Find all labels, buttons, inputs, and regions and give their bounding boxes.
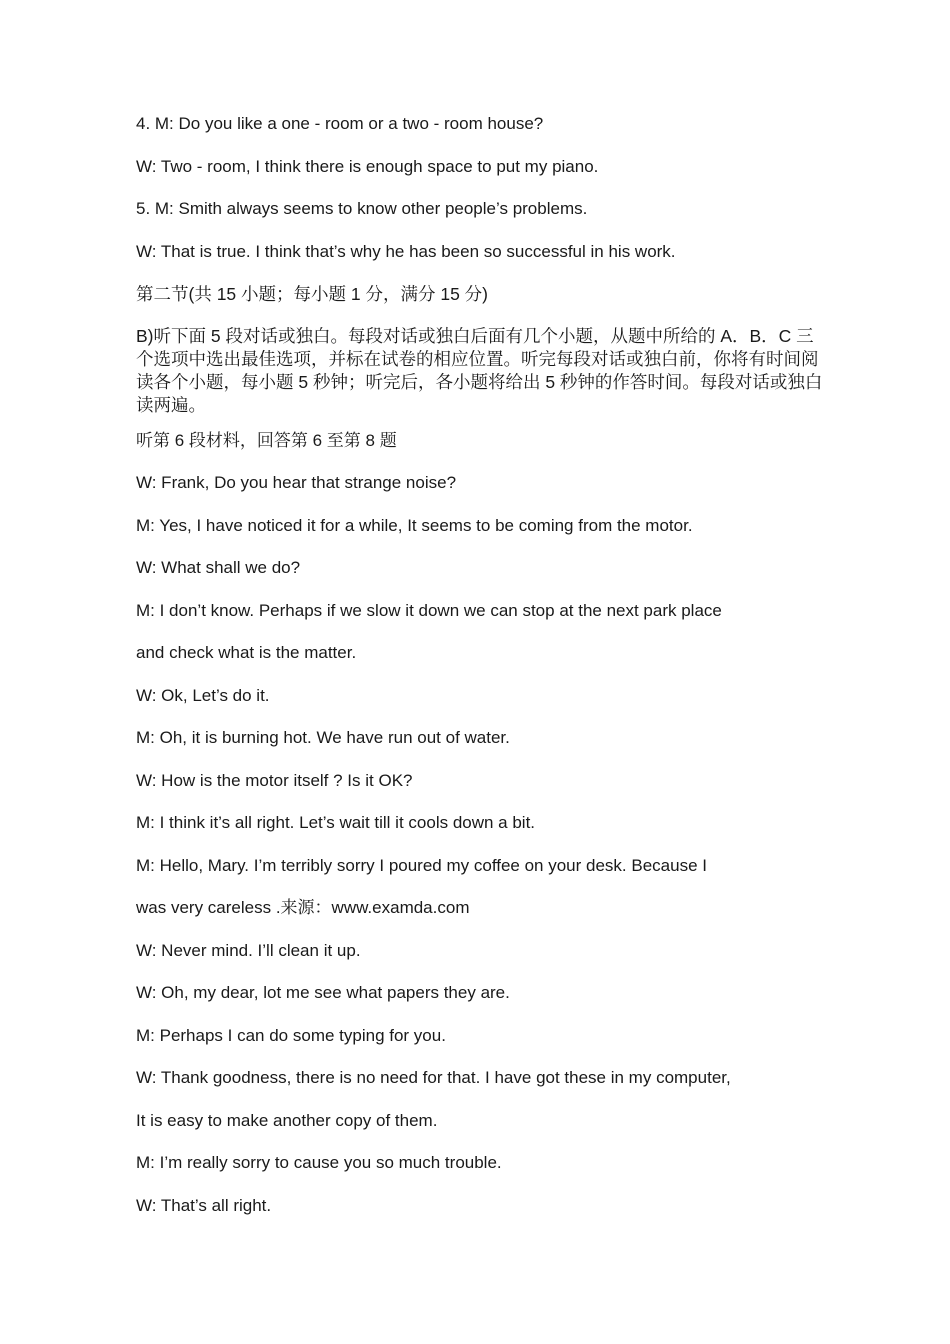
dialogue-line: M: Hello, Mary. I’m terribly sorry I poured my coffee on your desk. Because I — [136, 855, 707, 875]
dialogue-line: W: What shall we do? — [136, 558, 301, 577]
dialogue-line: was very careless .来源：www.examda.com — [136, 898, 470, 917]
dialogue-line: W: That’s all right. — [136, 1195, 272, 1215]
dialogue-line: W: That is true. I think that’s why he has been so successful in his work. — [136, 241, 676, 261]
dialogue-line: M: I think it’s all right. Let’s wait till it cools down a bit. — [136, 813, 536, 832]
dialogue-line: W: Ok, Let’s do it. — [136, 685, 270, 705]
dialogue-line: M: Yes, I have noticed it for a while, It seems to be coming from the motor. — [136, 515, 693, 535]
dialogue-line: W: How is the motor itself ? Is it OK? — [136, 770, 413, 790]
dialogue-line: and check what is the matter. — [136, 643, 357, 662]
dialogue-line: W: Oh, my dear, lot me see what papers they are. — [136, 983, 510, 1002]
material-heading: 听第 6 段材料，回答第 6 至第 8 题 — [136, 430, 397, 450]
document-body — [136, 112, 826, 1236]
dialogue-line: M: Oh, it is burning hot. We have run out of water. — [136, 728, 510, 747]
dialogue-line: W: Never mind. I’ll clean it up. — [136, 940, 361, 960]
dialogue-line: 4. M: Do you like a one - room or a two - room house? — [136, 114, 544, 133]
dialogue-line: It is easy to make another copy of them. — [136, 1110, 438, 1130]
dialogue-line: M: I’m really sorry to cause you so much trouble. — [136, 1153, 502, 1172]
dialogue-line: W: Two - room, I think there is enough space to put my piano. — [136, 156, 599, 176]
dialogue-line: 5. M: Smith always seems to know other people’s problems. — [136, 199, 588, 218]
dialogue-line: W: Frank, Do you hear that strange noise? — [136, 473, 457, 492]
dialogue-line: M: I don’t know. Perhaps if we slow it down we can stop at the next park place — [136, 600, 722, 620]
section-heading: 第二节(共 15 小题；每小题 1 分，满分 15 分) — [136, 284, 488, 304]
dialogue-line: W: Thank goodness, there is no need for that. I have got these in my computer, — [136, 1068, 731, 1087]
instruction-paragraph: B)听下面 5 段对话或独白。每段对话或独白后面有几个小题，从题中所给的 A．B．C 三个选项中选出最佳选项，并标在试卷的相应位置。听完每段对话或独白前，你将有时间阅读各个小题，每小题 5 秒钟；听完后，各小题将给出 5 秒钟的作答时间。每段对话或独白读两遍。 — [136, 325, 823, 415]
dialogue-line: M: Perhaps I can do some typing for you. — [136, 1025, 446, 1045]
